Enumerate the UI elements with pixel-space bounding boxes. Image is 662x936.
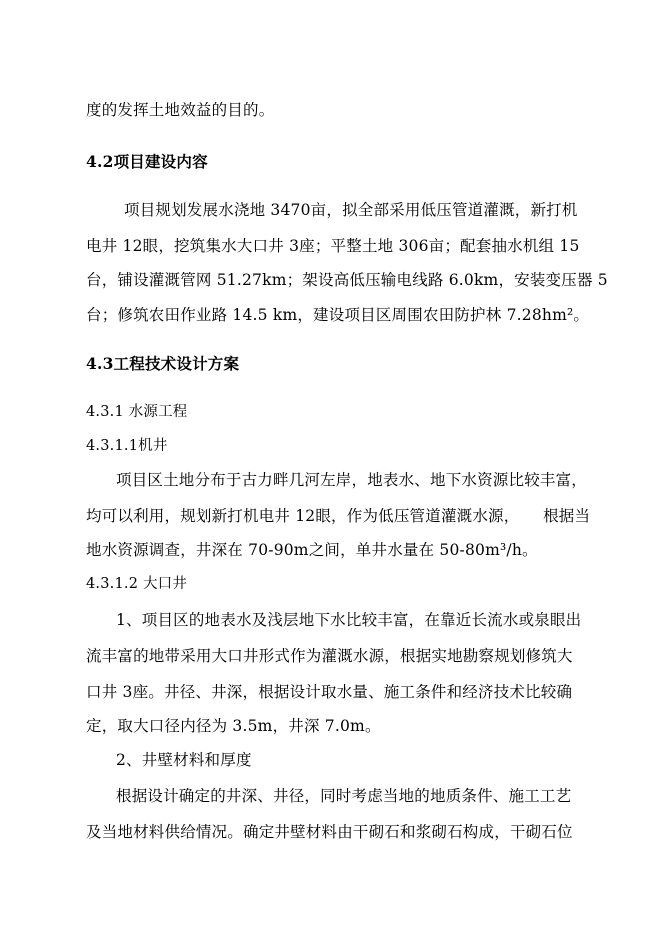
paragraph-line: 根据设计确定的井深、井径，同时考虑当地的地质条件、施工工艺 [116,787,572,805]
paragraph-line: 口井 3座。井径、井深，根据设计取水量、施工条件和经济技术比较确 [86,683,573,701]
paragraph-line: 均可以利用，规划新打机电井 12眼，作为低压管道灌溉水源， 根据当 [86,507,591,525]
section-heading-4-2: 4.2项目建设内容 [86,152,208,171]
paragraph-line: 项目区土地分布于古力畔几河左岸，地表水、地下水资源比较丰富， [116,471,588,489]
text-line-continuation: 度的发挥土地效益的目的。 [86,101,275,119]
paragraph-line: 项目规划发展水浇地 3470亩，拟全部采用低压管道灌溉，新打机 [124,201,578,219]
subsection-heading-4-3-1: 4.3.1 水源工程 [86,404,188,420]
paragraph-line: 定，取大口径内径为 3.5m，井深 7.0m。 [86,717,381,735]
paragraph-line: 电井 12眼，挖筑集水大口井 3座；平整土地 306亩；配套抽水机组 15 [86,237,580,255]
subsection-heading-4-3-1-2: 4.3.1.2 大口井 [86,576,188,592]
paragraph-line: 流丰富的地带采用大口井形式作为灌溉水源，根据实地勘察规划修筑大 [86,647,573,665]
paragraph-line: 地水资源调查，井深在 70-90m之间，单井水量在 50-80m³/h。 [86,541,538,559]
paragraph-line: 及当地材料供给情况。确定井壁材料由干砌石和浆砌石构成，干砌石位 [86,823,573,841]
paragraph-line: 台，铺设灌溉管网 51.27km；架设高低压输电线路 6.0km，安装变压器 5 [86,271,608,289]
section-heading-4-3: 4.3工程技术设计方案 [86,354,240,373]
list-item-heading: 2、井壁材料和厚度 [116,751,252,769]
paragraph-line: 台；修筑农田作业路 14.5 km，建设项目区周围农田防护林 7.28hm²。 [86,306,590,324]
subsection-heading-4-3-1-1: 4.3.1.1机井 [86,438,168,454]
paragraph-line: 1、项目区的地表水及浅层地下水比较丰富，在靠近长流水或泉眼出 [116,611,582,629]
